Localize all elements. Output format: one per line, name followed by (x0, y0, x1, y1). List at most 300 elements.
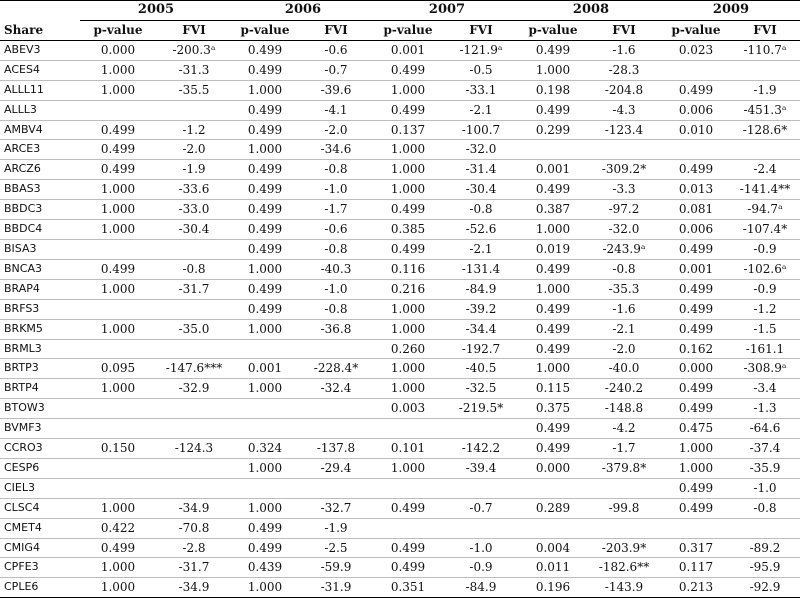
fvi-cell-2008: -35.3 (608, 281, 640, 296)
fvi-cell-2007: -39.4 (465, 460, 497, 475)
fvi-cell-2007: -1.0 (469, 540, 493, 555)
table-row (0, 498, 800, 518)
pvalue-cell-2009: 1.000 (678, 460, 714, 475)
share-cell: BRFS3 (4, 301, 40, 315)
fvi-cell-2009: -1.0 (753, 480, 777, 495)
table-row (0, 200, 800, 220)
fvi-cell-2008: -0.8 (612, 261, 636, 276)
fvi-cell-2007: -0.5 (469, 62, 493, 77)
pvalue-cell-2005: 1.000 (100, 182, 136, 197)
table-body (0, 40, 800, 597)
fvi-cell-2007: -84.9 (465, 281, 497, 296)
fvi-column-header: FVI (730, 21, 800, 41)
fvi-cell-2006: -0.6 (324, 222, 348, 237)
share-column-header: Share (0, 21, 80, 41)
year-header-2007: 2007 (374, 1, 520, 21)
share-cell: BRAP4 (4, 281, 40, 295)
fvi-cell-2009: -92.9 (749, 580, 781, 595)
pvalue-cell-2009: 0.499 (678, 241, 714, 256)
fvi-cell-2006: -29.4 (320, 460, 352, 475)
pvalue-cell-2005 (80, 299, 156, 319)
pvalue-cell-2007: 1.000 (390, 142, 426, 157)
fvi-cell-2008: -32.0 (608, 222, 640, 237)
pvalue-cell-2008: 1.000 (535, 222, 571, 237)
fvi-cell-2005: -33.0 (178, 202, 210, 217)
table-row (0, 100, 800, 120)
pvalue-column-header: p-value (232, 21, 298, 41)
pvalue-cell-2007: 0.137 (390, 122, 426, 137)
pvalue-cell-2005: 1.000 (100, 560, 136, 575)
fvi-cell-2005: -34.9 (178, 580, 210, 595)
table-row (0, 80, 800, 100)
fvi-cell-2005: -2.8 (182, 540, 206, 555)
pvalue-cell-2008: 0.198 (535, 82, 571, 97)
table-row (0, 578, 800, 598)
pvalue-cell-2005: 1.000 (100, 202, 136, 217)
pvalue-cell-2006: 1.000 (247, 580, 283, 595)
fvi-cell-2009 (730, 518, 800, 538)
fvi-cell-2007 (442, 478, 520, 498)
share-cell: BRTP4 (4, 381, 39, 395)
fvi-cell-2005: -124.3 (174, 441, 214, 456)
table-row (0, 458, 800, 478)
table-row (0, 478, 800, 498)
pvalue-cell-2009: 0.499 (678, 381, 714, 396)
fvi-cell-2008: -3.3 (612, 182, 636, 197)
fvi-cell-2006: -2.0 (324, 122, 348, 137)
fvi-cell-2005: -1.9 (182, 162, 206, 177)
pvalue-cell-2006: 0.324 (247, 441, 283, 456)
table-row (0, 140, 800, 160)
pvalue-cell-2008: 0.001 (535, 162, 571, 177)
pvalue-cell-2005: 1.000 (100, 62, 136, 77)
table-row (0, 319, 800, 339)
pvalue-cell-2009: 0.081 (678, 202, 714, 217)
fvi-cell-2008: -1.7 (612, 441, 636, 456)
fvi-cell-2009: -3.4 (753, 381, 777, 396)
fvi-cell-2006: -137.8 (316, 441, 356, 456)
fvi-cell-2007: -40.5 (465, 361, 497, 376)
year-header-row (0, 1, 800, 21)
pvalue-cell-2005 (80, 419, 156, 439)
fvi-cell-2005 (156, 100, 232, 120)
fvi-cell-2009: -94.7ᵃ (747, 202, 783, 217)
fvi-cell-2007: -34.4 (465, 321, 497, 336)
fvi-cell-2009: -0.9 (753, 281, 777, 296)
pvalue-cell-2005 (80, 239, 156, 259)
table-row (0, 239, 800, 259)
share-cell: CLSC4 (4, 500, 40, 514)
fvi-cell-2009 (730, 140, 800, 160)
pvalue-cell-2008: 0.499 (535, 102, 571, 117)
pvalue-cell-2006: 0.499 (247, 62, 283, 77)
fvi-cell-2007: -0.8 (469, 202, 493, 217)
pvalue-cell-2007: 1.000 (390, 301, 426, 316)
table-row (0, 439, 800, 459)
pvalue-cell-2009: 0.499 (678, 281, 714, 296)
share-cell: AMBV4 (4, 122, 43, 136)
pvalue-column-header: p-value (374, 21, 442, 41)
pvalue-cell-2009: 0.006 (678, 102, 714, 117)
year-header-blank (0, 1, 80, 21)
fvi-cell-2005: -30.4 (178, 222, 210, 237)
pvalue-cell-2007: 0.216 (390, 281, 426, 296)
pvalue-cell-2008 (520, 518, 586, 538)
fvi-cell-2006: -1.0 (324, 281, 348, 296)
fvi-cell-2009: -451.3ᵃ (743, 102, 787, 117)
pvalue-cell-2006: 0.499 (247, 540, 283, 555)
pvalue-cell-2007: 1.000 (390, 381, 426, 396)
fvi-cell-2009: -107.4* (742, 222, 788, 237)
fvi-cell-2007: -192.7 (461, 341, 501, 356)
share-cell: ALLL3 (4, 102, 37, 116)
pvalue-cell-2007: 1.000 (390, 361, 426, 376)
fvi-cell-2007: -0.9 (469, 560, 493, 575)
share-cell: BBAS3 (4, 182, 41, 196)
fvi-cell-2009: -110.7ᵃ (743, 42, 787, 57)
table-row (0, 279, 800, 299)
pvalue-cell-2009: 0.475 (678, 421, 714, 436)
fvi-cell-2007: -39.2 (465, 301, 497, 316)
pvalue-cell-2007: 0.499 (390, 102, 426, 117)
fvi-cell-2008: -2.1 (612, 321, 636, 336)
fvi-cell-2009: -141.4** (739, 182, 791, 197)
fvi-cell-2005: -70.8 (178, 520, 210, 535)
pvalue-cell-2006: 1.000 (247, 261, 283, 276)
table-row (0, 220, 800, 240)
fvi-cell-2009: -64.6 (749, 421, 781, 436)
share-cell: CCRO3 (4, 441, 43, 455)
fvi-cell-2006: -32.4 (320, 381, 352, 396)
pvalue-cell-2006: 1.000 (247, 381, 283, 396)
pvalue-cell-2005: 1.000 (100, 580, 136, 595)
share-cell: ABEV3 (4, 42, 41, 56)
pvalue-cell-2005: 1.000 (100, 321, 136, 336)
pvalue-cell-2009: 0.000 (678, 361, 714, 376)
column-header-row (0, 21, 800, 41)
pvalue-cell-2008 (520, 478, 586, 498)
fvi-cell-2008: -143.9 (604, 580, 644, 595)
fvi-cell-2008: -204.8 (604, 82, 644, 97)
fvi-column-header: FVI (442, 21, 520, 41)
fvi-cell-2009: -2.4 (753, 162, 777, 177)
pvalue-cell-2008: 1.000 (535, 281, 571, 296)
pvalue-cell-2009: 0.499 (678, 162, 714, 177)
fvi-cell-2009: -161.1 (745, 341, 785, 356)
fvi-cell-2006: -34.6 (320, 142, 352, 157)
fvi-column-header: FVI (156, 21, 232, 41)
table-row (0, 558, 800, 578)
table-row (0, 160, 800, 180)
pvalue-cell-2009: 0.317 (678, 540, 714, 555)
fvi-cell-2006: -1.9 (324, 520, 348, 535)
table-row (0, 538, 800, 558)
pvalue-cell-2009: 1.000 (678, 441, 714, 456)
fvi-cell-2005: -31.7 (178, 281, 210, 296)
fvi-cell-2008: -40.0 (608, 361, 640, 376)
fvi-cell-2005: -147.6*** (165, 361, 223, 376)
fvi-cell-2008: -379.8* (601, 460, 647, 475)
table-row (0, 379, 800, 399)
table-row (0, 60, 800, 80)
table-row (0, 518, 800, 538)
fvi-cell-2006: -32.7 (320, 500, 352, 515)
fvi-cell-2009: -308.9ᵃ (743, 361, 787, 376)
fvi-cell-2006 (298, 399, 374, 419)
year-header-2009: 2009 (662, 1, 800, 21)
pvalue-cell-2005: 0.000 (100, 42, 136, 57)
share-cell: CESP6 (4, 460, 40, 474)
fvi-cell-2008: -309.2* (601, 162, 647, 177)
fvi-cell-2007: -2.1 (469, 102, 493, 117)
pvalue-cell-2007: 0.499 (390, 202, 426, 217)
table-row (0, 180, 800, 200)
fvi-cell-2005: -1.2 (182, 122, 206, 137)
pvalue-cell-2007: 0.499 (390, 62, 426, 77)
share-cell: ARCE3 (4, 142, 41, 156)
fvi-cell-2008: -97.2 (608, 202, 640, 217)
fvi-cell-2009: -1.9 (753, 82, 777, 97)
fvi-cell-2007: -84.9 (465, 580, 497, 595)
fvi-cell-2008: -4.3 (612, 102, 636, 117)
fvi-cell-2008 (586, 140, 662, 160)
fvi-cell-2005: -31.7 (178, 560, 210, 575)
pvalue-cell-2005: 1.000 (100, 222, 136, 237)
pvalue-cell-2006: 1.000 (247, 500, 283, 515)
fvi-cell-2005 (156, 419, 232, 439)
fvi-cell-2008: -4.2 (612, 421, 636, 436)
share-cell: BRKM5 (4, 321, 43, 335)
pvalue-cell-2008: 0.499 (535, 182, 571, 197)
share-cell: CIEL3 (4, 480, 36, 494)
pvalue-cell-2008: 0.499 (535, 261, 571, 276)
pvalue-cell-2005: 1.000 (100, 381, 136, 396)
pvalue-cell-2009: 0.499 (678, 401, 714, 416)
pvalue-cell-2008: 0.000 (535, 460, 571, 475)
table-row (0, 259, 800, 279)
table-row (0, 299, 800, 319)
pvalue-cell-2006: 0.439 (247, 560, 283, 575)
fvi-cell-2005 (156, 478, 232, 498)
fvi-cell-2006: -31.9 (320, 580, 352, 595)
pvalue-column-header: p-value (520, 21, 586, 41)
fvi-cell-2005: -33.6 (178, 182, 210, 197)
pvalue-cell-2008: 0.499 (535, 301, 571, 316)
fvi-cell-2005 (156, 299, 232, 319)
pvalue-cell-2007: 0.003 (390, 401, 426, 416)
fvi-cell-2007 (442, 518, 520, 538)
fvi-cell-2005: -2.0 (182, 142, 206, 157)
pvalue-cell-2009: 0.499 (678, 500, 714, 515)
fvi-column-header: FVI (298, 21, 374, 41)
fvi-cell-2007: -52.6 (465, 222, 497, 237)
year-header-2008: 2008 (520, 1, 662, 21)
fvi-cell-2007: -121.9ᵃ (459, 42, 503, 57)
pvalue-cell-2005: 0.499 (100, 162, 136, 177)
pvalue-cell-2005: 0.499 (100, 122, 136, 137)
fvi-cell-2009: -95.9 (749, 560, 781, 575)
pvalue-cell-2007: 1.000 (390, 182, 426, 197)
share-cell: ARCZ6 (4, 162, 41, 176)
fvi-cell-2007 (442, 419, 520, 439)
fvi-cell-2009: -0.8 (753, 500, 777, 515)
share-cell: ALLL11 (4, 82, 44, 96)
pvalue-cell-2008: 0.499 (535, 421, 571, 436)
fvi-cell-2005: -0.8 (182, 261, 206, 276)
pvalue-cell-2007: 0.001 (390, 42, 426, 57)
pvalue-cell-2005 (80, 100, 156, 120)
fvi-cell-2006: -0.8 (324, 301, 348, 316)
fvi-cell-2006 (298, 419, 374, 439)
share-cell: BISA3 (4, 241, 37, 255)
pvalue-cell-2006 (232, 339, 298, 359)
fvi-cell-2007: -131.4 (461, 261, 501, 276)
fvi-cell-2005: -35.0 (178, 321, 210, 336)
pvalue-cell-2009: 0.023 (678, 42, 714, 57)
fvi-cell-2007: -0.7 (469, 500, 493, 515)
pvalue-cell-2007: 1.000 (390, 321, 426, 336)
share-cell: BRML3 (4, 341, 42, 355)
share-cell: CMIG4 (4, 540, 40, 554)
fvi-cell-2009: -102.6ᵃ (743, 261, 787, 276)
fvi-cell-2006: -4.1 (324, 102, 348, 117)
table-row (0, 120, 800, 140)
pvalue-cell-2008: 0.004 (535, 540, 571, 555)
pvalue-cell-2006: 0.499 (247, 301, 283, 316)
pvalue-cell-2008: 0.011 (535, 560, 571, 575)
fvi-cell-2006: -0.8 (324, 241, 348, 256)
pvalue-cell-2008: 0.499 (535, 341, 571, 356)
pvalue-cell-2008: 0.499 (535, 441, 571, 456)
pvalue-cell-2008: 0.019 (535, 241, 571, 256)
fvi-cell-2008: -1.6 (612, 42, 636, 57)
pvalue-cell-2008: 0.289 (535, 500, 571, 515)
pvalue-cell-2005: 0.150 (100, 441, 136, 456)
fvi-cell-2007: -2.1 (469, 241, 493, 256)
pvalue-cell-2006 (232, 399, 298, 419)
pvalue-cell-2009: 0.499 (678, 82, 714, 97)
fvi-cell-2006: -1.7 (324, 202, 348, 217)
fvi-cell-2005 (156, 399, 232, 419)
fvi-cell-2006: -2.5 (324, 540, 348, 555)
pvalue-cell-2006 (232, 419, 298, 439)
pvalue-cell-2007: 0.499 (390, 540, 426, 555)
fvi-cell-2006: -59.9 (320, 560, 352, 575)
fvi-cell-2009: -89.2 (749, 540, 781, 555)
pvalue-cell-2009: 0.010 (678, 122, 714, 137)
fvi-cell-2008: -182.6** (598, 560, 650, 575)
pvalue-cell-2007 (374, 419, 442, 439)
pvalue-cell-2009: 0.001 (678, 261, 714, 276)
pvalue-cell-2006 (232, 478, 298, 498)
fvi-cell-2007: -31.4 (465, 162, 497, 177)
pvalue-cell-2009 (662, 140, 730, 160)
fvi-cell-2006: -39.6 (320, 82, 352, 97)
fvi-cell-2007: -32.0 (465, 142, 497, 157)
fvi-cell-2006: -1.0 (324, 182, 348, 197)
fvi-cell-2007: -33.1 (465, 82, 497, 97)
table-row (0, 40, 800, 60)
pvalue-cell-2007: 0.385 (390, 222, 426, 237)
fvi-cell-2006 (298, 478, 374, 498)
pvalue-cell-2007: 0.499 (390, 500, 426, 515)
fvi-cell-2007: -219.5* (458, 401, 504, 416)
fvi-cell-2009: -0.9 (753, 241, 777, 256)
year-header-2006: 2006 (232, 1, 374, 21)
pvalue-cell-2009 (662, 60, 730, 80)
pvalue-cell-2006: 1.000 (247, 142, 283, 157)
fvi-cell-2005: -32.9 (178, 381, 210, 396)
fvi-cell-2005 (156, 458, 232, 478)
pvalue-cell-2009 (662, 518, 730, 538)
share-cell: BBDC4 (4, 222, 43, 236)
share-cell: BRTP3 (4, 361, 39, 375)
pvalue-cell-2005: 0.095 (100, 361, 136, 376)
fvi-cell-2009: -37.4 (749, 441, 781, 456)
fvi-cell-2009: -1.5 (753, 321, 777, 336)
pvalue-cell-2005: 0.422 (100, 520, 136, 535)
pvalue-cell-2008: 0.196 (535, 580, 571, 595)
pvalue-cell-2008: 1.000 (535, 62, 571, 77)
share-cell: ACES4 (4, 62, 40, 76)
pvalue-cell-2005: 1.000 (100, 281, 136, 296)
pvalue-cell-2009: 0.499 (678, 301, 714, 316)
fvi-cell-2009: -1.3 (753, 401, 777, 416)
fvi-cell-2008: -148.8 (604, 401, 644, 416)
share-cell: CMET4 (4, 520, 42, 534)
pvalue-cell-2007: 1.000 (390, 82, 426, 97)
fvi-cell-2005: -200.3ᵃ (172, 42, 216, 57)
pvalue-cell-2006: 0.499 (247, 520, 283, 535)
share-cell: BNCA3 (4, 261, 42, 275)
fvi-cell-2009: -35.9 (749, 460, 781, 475)
fvi-cell-2006: -0.8 (324, 162, 348, 177)
pvalue-cell-2009: 0.117 (678, 560, 714, 575)
fvi-cell-2005 (156, 339, 232, 359)
pvalue-cell-2006: 0.499 (247, 202, 283, 217)
pvalue-cell-2006: 0.499 (247, 182, 283, 197)
pvalue-cell-2005: 1.000 (100, 82, 136, 97)
share-cell: BVMF3 (4, 421, 42, 435)
fvi-cell-2009: -1.2 (753, 301, 777, 316)
share-cell: BBDC3 (4, 202, 43, 216)
pvalue-cell-2007: 0.499 (390, 241, 426, 256)
pvalue-cell-2006: 0.499 (247, 162, 283, 177)
pvalue-cell-2006: 1.000 (247, 460, 283, 475)
pvalue-cell-2007: 0.101 (390, 441, 426, 456)
pvalue-cell-2005 (80, 399, 156, 419)
pvalue-cell-2005 (80, 478, 156, 498)
pvalue-cell-2008: 0.375 (535, 401, 571, 416)
fvi-cell-2008 (586, 518, 662, 538)
fvi-cell-2006: -36.8 (320, 321, 352, 336)
pvalue-cell-2009: 0.162 (678, 341, 714, 356)
pvalue-cell-2006: 0.499 (247, 241, 283, 256)
fvi-cell-2008: -28.3 (608, 62, 640, 77)
pvalue-cell-2005 (80, 458, 156, 478)
pvalue-cell-2006: 0.001 (247, 361, 283, 376)
fvi-cell-2009: -128.6* (742, 122, 788, 137)
fvi-cell-2008: -240.2 (604, 381, 644, 396)
pvalue-cell-2006: 0.499 (247, 42, 283, 57)
pvalue-cell-2005: 0.499 (100, 142, 136, 157)
pvalue-cell-2008: 0.499 (535, 42, 571, 57)
pvalue-cell-2008: 0.115 (535, 381, 571, 396)
fvi-cell-2005: -31.3 (178, 62, 210, 77)
fvi-cell-2005: -34.9 (178, 500, 210, 515)
fvi-cell-2005: -35.5 (178, 82, 210, 97)
table-row (0, 399, 800, 419)
